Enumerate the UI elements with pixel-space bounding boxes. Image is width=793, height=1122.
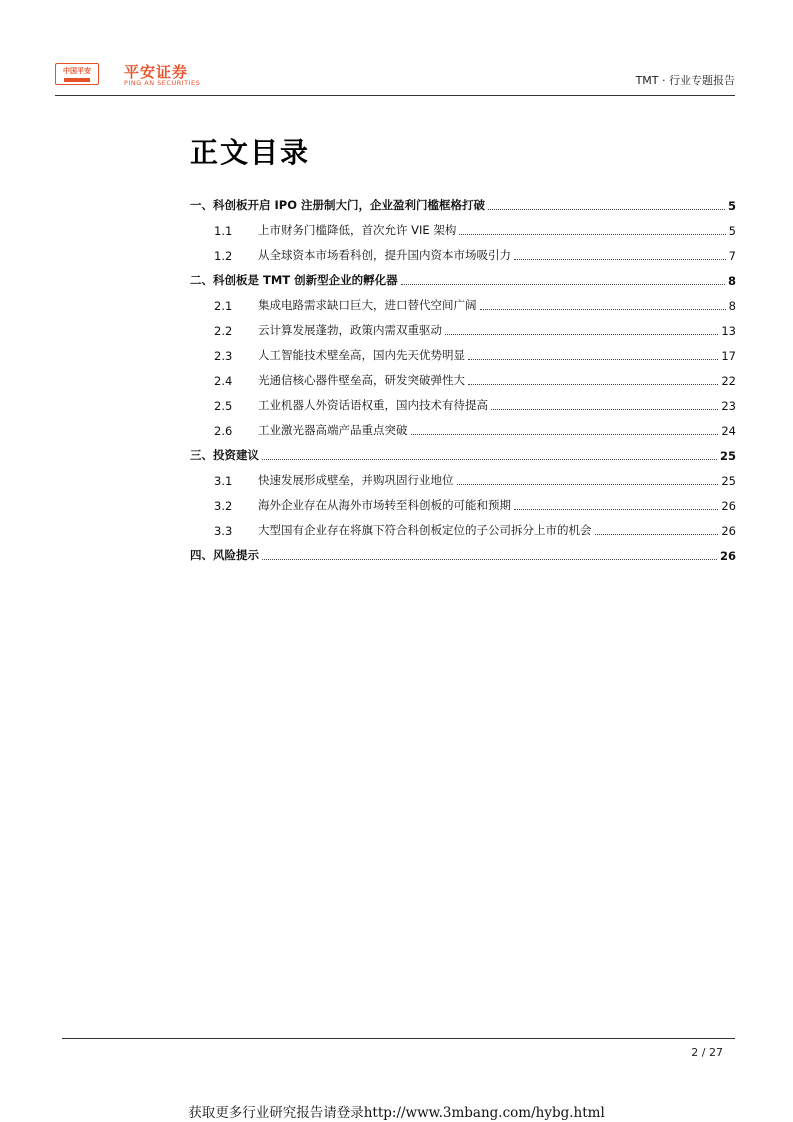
toc-entry-page: 23 — [721, 399, 736, 413]
toc-entry-title: 从全球资本市场看科创，提升国内资本市场吸引力 — [258, 248, 511, 262]
toc-entry[interactable] — [190, 488, 736, 513]
toc-entry-page: 17 — [721, 349, 736, 363]
toc-entry-number: 3.3 — [214, 524, 233, 538]
toc-leader-dots — [457, 484, 719, 485]
toc-entry[interactable] — [190, 388, 736, 413]
toc-leader-dots — [411, 434, 719, 435]
toc-entry[interactable] — [190, 413, 736, 438]
logo-bar — [64, 78, 90, 82]
logo-mark-text: 中国平安 — [63, 66, 91, 75]
toc-entry-page: 26 — [721, 499, 736, 513]
toc-entry-number: 2.5 — [214, 399, 233, 413]
footer-divider — [62, 1038, 735, 1039]
toc-entry-title: 工业机器人外资话语权重，国内技术有待提高 — [258, 398, 488, 412]
toc-leader-dots — [488, 209, 725, 210]
toc-entry-title: 四、风险提示 — [190, 548, 259, 562]
toc-leader-dots — [514, 259, 726, 260]
toc-entry-page: 22 — [721, 374, 736, 388]
toc-entry[interactable] — [190, 513, 736, 538]
table-of-contents — [190, 188, 736, 563]
toc-entry-number: 2.4 — [214, 374, 233, 388]
toc-leader-dots — [514, 509, 718, 510]
page-number: 2 / 27 — [691, 1046, 723, 1059]
toc-leader-dots — [491, 409, 718, 410]
toc-entry-title: 海外企业存在从海外市场转至科创板的可能和预期 — [258, 498, 511, 512]
toc-entry-page: 26 — [719, 549, 736, 563]
toc-entry-title: 光通信核心器件壁垒高，研发突破弹性大 — [258, 373, 465, 387]
toc-entry-title: 工业激光器高端产品重点突破 — [258, 423, 408, 437]
toc-entry-title: 云计算发展蓬勃，政策内需双重驱动 — [258, 323, 442, 337]
toc-entry[interactable] — [190, 538, 736, 563]
toc-entry-page: 25 — [721, 474, 736, 488]
toc-entry-title: 一、科创板开启 IPO 注册制大门，企业盈利门槛框格打破 — [190, 198, 485, 212]
toc-leader-dots — [445, 334, 718, 335]
toc-entry-page: 25 — [719, 449, 736, 463]
toc-entry-number: 3.2 — [214, 499, 233, 513]
toc-entry[interactable] — [190, 313, 736, 338]
toc-leader-dots — [459, 234, 725, 235]
toc-leader-dots — [262, 559, 717, 560]
toc-entry-title: 集成电路需求缺口巨大，进口替代空间广阔 — [258, 298, 477, 312]
header-divider — [55, 95, 735, 96]
toc-entry-title: 人工智能技术壁垒高，国内先天优势明显 — [258, 348, 465, 362]
toc-entry[interactable] — [190, 363, 736, 388]
toc-entry-title: 三、投资建议 — [190, 448, 259, 462]
toc-entry-number: 2.3 — [214, 349, 233, 363]
brand-name-en: PING AN SECURITIES — [124, 79, 201, 87]
toc-entry-page: 5 — [728, 224, 736, 238]
toc-entry-page: 13 — [721, 324, 736, 338]
toc-entry-title: 快速发展形成壁垒，并购巩固行业地位 — [258, 473, 454, 487]
brand-name: 平安证券 — [124, 63, 189, 81]
toc-entry-number: 2.1 — [214, 299, 233, 313]
toc-entry[interactable] — [190, 263, 736, 288]
toc-entry-page: 24 — [721, 424, 736, 438]
toc-entry-number: 1.2 — [214, 249, 233, 263]
toc-leader-dots — [468, 384, 718, 385]
promo-link[interactable]: 获取更多行业研究报告请登录http://www.3mbang.com/hybg.html — [188, 1105, 605, 1121]
toc-entry[interactable] — [190, 463, 736, 488]
toc-leader-dots — [595, 534, 719, 535]
toc-leader-dots — [480, 309, 726, 310]
toc-entry[interactable] — [190, 288, 736, 313]
toc-entry[interactable] — [190, 213, 736, 238]
toc-entry-page: 8 — [728, 299, 736, 313]
toc-leader-dots — [468, 359, 718, 360]
toc-entry-page: 26 — [721, 524, 736, 538]
report-tag: TMT · 行业专题报告 — [635, 74, 735, 87]
toc-entry-title: 二、科创板是 TMT 创新型企业的孵化器 — [190, 273, 398, 287]
toc-entry-title: 上市财务门槛降低，首次允许 VIE 架构 — [258, 223, 457, 237]
toc-leader-dots — [401, 284, 725, 285]
toc-entry-page: 7 — [728, 249, 736, 263]
toc-entry-page: 5 — [727, 199, 736, 213]
toc-entry-number: 2.2 — [214, 324, 233, 338]
toc-entry-number: 1.1 — [214, 224, 233, 238]
toc-entry-page: 8 — [727, 274, 736, 288]
toc-entry-number: 2.6 — [214, 424, 233, 438]
toc-leader-dots — [262, 459, 717, 460]
page-title: 正文目录 — [190, 136, 311, 169]
toc-entry-number: 3.1 — [214, 474, 233, 488]
toc-entry[interactable] — [190, 238, 736, 263]
toc-entry[interactable] — [190, 338, 736, 363]
toc-entry[interactable] — [190, 438, 736, 463]
toc-entry[interactable] — [190, 188, 736, 213]
logo-mark — [55, 63, 99, 85]
toc-entry-title: 大型国有企业存在将旗下符合科创板定位的子公司拆分上市的机会 — [258, 523, 592, 537]
